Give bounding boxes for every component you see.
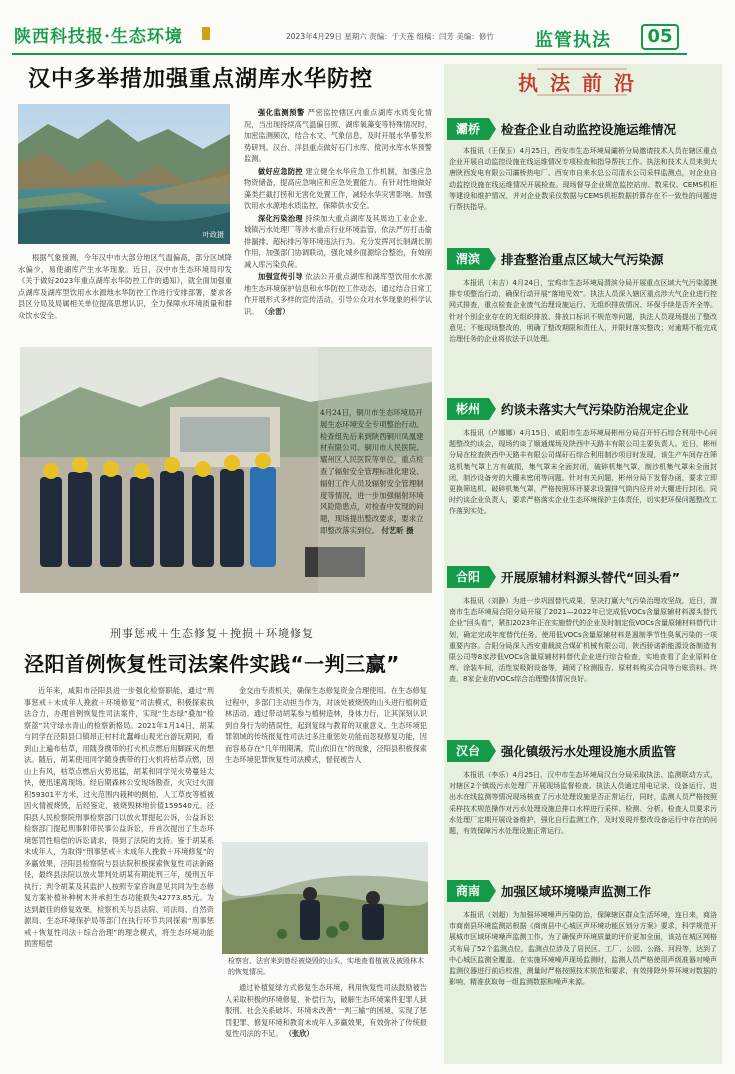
- story1-body: [244, 107, 432, 343]
- brief-body-text: 本报讯（刘超）为加强环境噪声污染防治，保障辖区群众生活环境，连日来，商洛市商南县环境监测站根据《商南县中心城区声环境功能区划分方案》要求，科学规范开展城市区域环境噪声监测工作。为了确保声环境质量的评价更加全面，该站在城区网格式布局了52个监测点位，监测点位涉及了居民区、工厂、公园、公路、河段等，达到了中心城区监测全覆盖。在实施环境噪声现场监测时，监测人员严格使用声级准器对噪声监测仪器进行前后校准，测量时严格按照技术规范和要求，有效排除外界环境对数据的影响，精准获取每一组监测数据和噪声来源。: [449, 911, 717, 987]
- brief-body-text: 本报讯（王保玉）4月25日，西安市生态环境局灞桥分局邀请技术人员在辖区重点企业开展自动监控设施在线运维情况专项检查和指导帮扶工作。执法和技术人员来到大唐陕西发电有限公司灞桥热电厂、西安市自来水总公司清水公司采样监测点，对企业自动监控设施在线运维情况开展检查。现场督导企业规范监控站房、数采仪、CEMS机柜等建设和维护情况，并对企业数采仪数据与CEMS机柜数据折算存在不一致性的问题进行帮扶指导。: [449, 147, 717, 212]
- brief-city-tag: 汉台: [447, 740, 489, 762]
- story1-headline: 汉中多举措加强重点湖库水华防控: [28, 67, 374, 92]
- brief-city-tag: 灞桥: [447, 118, 489, 140]
- reservoir-photo-image: [18, 104, 230, 244]
- brief-city-tag: 商南: [447, 880, 489, 902]
- brief-head-baqiao: [447, 118, 717, 140]
- brief-city-tag: 渭滨: [447, 248, 489, 270]
- inspection-caption-text: 4月24日，铜川市生态环境局开展生态环境安全专项整治行动。检查组先后来到陕西铜川凤凰建材有限公司、铜川市人民医院、耀州区人民医院等单位，重点检查了辐射安全管理标准化建设、辐射工作人员及辐射安全管理制度等情况，进一步加强辐射环境风险隐患点，对检查中发现的问题，现场提出整改要求，要求立即整改落实到位。: [320, 408, 424, 535]
- brief-title: 强化镇级污水处理设施水质监管: [501, 744, 677, 759]
- brief-body-text: 本报讯（卢娜娜）4月15日，咸阳市生态环境局彬州分局召开钎石综合利用中心问题整改约谈会，现场约谈了顺通煤场及陕西中天路丰有限公司主要负责人。近日，彬州分局在检查陕西中天路丰有限公司煤矸石综合利用制沙项目时发现，该生产车间存在筛选机集气罩上方有破损，集气罩未全面封闭，破碎机集气罩、制沙机集气罩未全面封闭，制沙设备旁的大棚未密闭等问题。针对有关问题，彬州分局下发督办函，要求立即更换筛选机、破碎机集气罩，严格按照环评要求设置排气筒内径并对大棚进行封闭。同时约谈企业负责人，要求严格落实企业生态环境保护主体责任，切实把环保问题整改工作落到实处。: [449, 429, 717, 516]
- story2-byline: （张欣）: [284, 1029, 314, 1038]
- story1-p2-text: 建立健全水华应急工作机制，加强应急物资储备，提高应急响应和应急处置能力。有针对性地做好藻类拦截打捞和无害化处置工作，减轻水华灾害影响。加强饮用水水源地水质监控，保障供水安全。: [244, 166, 432, 210]
- story1-para-2: [244, 166, 432, 212]
- story2-kicker: 刑事惩戒＋生态修复＋挽损＋环境修复: [110, 627, 314, 640]
- brief-title: 检查企业自动监控设施运维情况: [501, 122, 677, 137]
- story1-intro-text: 根据气象预测，今年汉中市大部分地区气温偏高，部分区域降水偏少，易使湖库产生水华现象。近日，汉中市生态环境局印发《关于做好2023年重点湖库水华防控工作的通知》，就全面加强重点湖库及湖库型饮用水水源地水华防控工作进行安排部署，要求各县区分局及局属相关单位提高思想认识，全力保障水环境质量和群众饮水安全。: [18, 253, 232, 320]
- brief-body-weibin: [449, 278, 717, 390]
- brief-head-hantai: [447, 740, 717, 762]
- brief-body-baqiao: [449, 146, 717, 242]
- story2-col2b: [225, 982, 427, 1064]
- brief-body-text: 本报讯（李乐）4月25日，汉中市生态环境局汉台分局采取执法、监测联动方式，对辖区2个镇级污水处理厂开展现场监督检查。执法人员通过用电记录、设备运行、进出水在线监测等情况现场核查了污水处理设施是否正常运行，同时，监测人员严格按照采样技术规范操作对污水处理设施总排口水样进行采样、检测、分析。检查人员要求污水处理厂定期开展设备维护，强化自行监测工作，及时发现并整改设备运行中存在的问题，有效保障污水处理设施正常运行。: [449, 771, 717, 836]
- brief-title: 排查整治重点区域大气污染源: [501, 252, 664, 267]
- brief-title: 约谈未落实大气污染防治规定企业: [501, 402, 689, 417]
- photo-credit: 叶政摄: [203, 231, 224, 239]
- inspection-caption-byline: 付艺昕 摄: [381, 525, 414, 535]
- brief-title: 加强区域环境噪声监测工作: [501, 884, 652, 899]
- brief-body-binzhou: [449, 428, 717, 558]
- masthead-rule: [12, 53, 687, 55]
- story2-col1-text: 近年来，咸阳市泾阳县进一步强化检察职能，通过“刑事惩戒＋未成年人挽救＋环境修复”司法模式，积极探索执法合力，办理首例恢复性司法案件，实现“生态绿”叠加“检察蓝”共守绿水青山的检察新格局。2021年1月14日，胡某与同学在泾阳县口镇昂正村村北蠢峰山观光台游玩期间，看到山上遍布枯草，用随身携带的打火机点燃后用脚踩灭的想法。随后，胡某使用同学随身携带的打火机将枯草点燃，因山上有风，枯草点燃后火势迅猛，胡某和同学见火势蔓延太快，便迅速离现场。经后期森林公安现场勘查，火灾过火面积59301平方米，过火范围内栽种的侧柏、人工草皮等植被因火情被烧毁，后经鉴定，被烧毁林地价值159540元。泾阳县人民检察院刑事检察部门以放火罪提起公诉，公益诉讼检察部门提起刑事附带民事公益诉讼，并首次提出了生态环境惩罚性赔偿的诉讼请求，得到了法院的支持。鉴于胡某系未成年人，为取得“刑事惩戒＋未成年人挽救＋环境修复”的多赢效果，泾阳县检察院与县法院积极探索恢复性司法新路径，最终县法院以放火罪判处胡某有期徒刑三年，缓刑五年执行；判令胡某及其监护人按照专家咨询意见共同为生态修复方案补植补种树木并承担生态功能损失42773.85元。为达到最佳的修复效果，检察机关与县法院、司法局、自然资源局、生态环境保护局等部门在执行环节共同探索“刑事惩戒＋恢复性司法＋综合治理”的理念模式，将生态环境功能损害赔偿: [24, 686, 214, 948]
- story2-col2-text: 金交由专责机关，确保生态修复资金合理使用。在生态修复过程中，多部门主动担当作为，对该处被烧毁的山头进行植树造林活动。通过带动胡某参与植树造林，身体力行，让其深刻认识到自身行为的错误性，起到复绿与教育的双重意义。生态环境犯罪领域的传统报复性司法过多注重惩处功能而忽视修复功能，因而容易存在“几年刑期满，荒山依旧在”的现象，泾阳县积极探索生态环境犯罪恢复性司法模式，督促被告人: [225, 686, 427, 764]
- story1-p3-text: 持续加大重点湖库及其周边工业企业、城镇污水处理厂等涉水重点行业环境监管，依法严厉打击偷排漏排、超标排污等环境违法行为。充分发挥河长制湖长制作用，加强部门协调联动，强化城乡面源综合整治，有效削减入库污染负荷。: [244, 213, 432, 269]
- brief-body-heyang: [449, 596, 717, 732]
- inspection-photo: [20, 347, 432, 593]
- masthead: [0, 0, 735, 60]
- story2-col2b-para: [225, 982, 427, 1040]
- replanting-photo-image: [222, 842, 428, 954]
- banner-ring-icon: [537, 68, 627, 96]
- replanting-photo: [222, 842, 428, 954]
- reservoir-photo: [18, 104, 230, 244]
- section-title: 监管执法: [535, 30, 611, 51]
- inspection-caption: [320, 407, 428, 537]
- frontline-banner-text: 执法前沿: [518, 71, 646, 95]
- story1-para-3: [244, 213, 432, 271]
- brief-head-weibin: [447, 248, 717, 270]
- story1-intro: [18, 252, 232, 342]
- brief-body-text: 本报讯（未吉）4月24日，宝鸡市生态环境局渭滨分局开展重点区域大气污染源摸排专项整治行动，确保行动开展“落地见效”。执法人员深入辖区重点涉大气企业进行控网式排查，重点检查企业废气治理设施运行、无组织排放情况、环保手续是否齐全等。针对个别企业存在的无组织排放、排放口标识不规范等问题，执法人员现场提出了整改意见；不能现场整改的，明确了整改期限和责任人，并限时落实整改；对逾期不能完成治理任务的企业将依法予以处理。: [449, 279, 717, 344]
- issue-info: 2023年4月29日 星期六 责编：于天莲 组稿：闫芳 美编：修竹: [286, 32, 494, 41]
- brief-city-tag: 彬州: [447, 398, 489, 420]
- brief-body-hantai: [449, 770, 717, 870]
- frontline-banner: [497, 66, 667, 100]
- story2-col2: [225, 685, 427, 837]
- brief-title: 开展原辅材料源头替代“回头看”: [501, 570, 680, 585]
- brief-head-heyang: [447, 566, 717, 588]
- replanting-caption: 检察官、法官来到曾经被烧毁的山头，实地查看植被及被毁林木的恢复情况。: [228, 957, 424, 976]
- story2-col2b-text: 通过补植复绿方式修复生态环境，利用恢复性司法鼓励被告人采取积极的环境修复、补偿行为，破解生态环境案件犯罪人狱服刑、社会关系破坏、环境未改善“一判三输”的困境，实现了惩罚犯罪、修复环境和教育未成年人多赢效果，有效弥补了传统报复性司法的不足。: [225, 983, 427, 1038]
- story1-p4-text: 依法公开重点湖库和湖库型饮用水水源地生态环境保护信息和水华防控工作动态，通过结合日常工作开展形式多样的宣传活动，引导公众对水华现象的科学认识。: [244, 272, 432, 316]
- newspaper-brand: 陕西科技报·生态环境: [14, 27, 183, 47]
- story2-headline: 泾阳首例恢复性司法案件实践“一判三赢”: [24, 652, 400, 676]
- brief-body-text: 本报讯（刘静）为进一步巩固替代成果，坚决打赢大气污染治理攻坚战，近日，渭南市生态环境局合阳分局开展了2021—2022年已完成低VOCs含量原辅材料源头替代企业“回头看”，紧扣2023年正在实施替代的企业及时制定低VOCs含量原辅材料替代计划，确定完成年度替代任务。使用低VOCs含量原辅材料是遏制季节性臭氧污染的一项重要内容。合阳分局深入西安重载波合煤矿机械有限公司，陕西骄诺新能源设备制造有限公司等8家涉低VOCs含量原辅材料替代企业进行综合检查，实地查看了企业原料仓库、涂装车间，活性炭吸附设备等，调阅了检测报告、原材料购买合同等台账资料。终查，8家企业的VOCs综合治理整体情况良好。: [449, 597, 717, 684]
- brief-head-shangnan: [447, 880, 717, 902]
- story2-col1: [24, 685, 214, 1063]
- story1-p2-lead: 做好应急防控: [258, 166, 303, 176]
- story1-p4-lead: 加强宣传引导: [258, 272, 303, 281]
- story1-para-1: [244, 107, 432, 165]
- brief-body-shangnan: [449, 910, 717, 1062]
- page-number: 05: [641, 24, 679, 50]
- brand-tag-icon: [202, 27, 210, 40]
- story1-p1-lead: 强化监测预警: [258, 108, 305, 117]
- story1-p1-text: 严密监控辖区内重点湖库水质变化情况，当出现持续高气温偏日照、湖库氧藻变等特殊情况时，加密监测频次，结合水文、气象信息，及时开展水华暴发形势研判。汉台、洋县重点做好石门水库、傥河水库水华预警监测。: [244, 108, 432, 163]
- story1-p3-lead: 深化污染治理: [258, 213, 303, 223]
- story1-byline: （余雷）: [260, 306, 290, 316]
- brief-head-binzhou: [447, 398, 717, 420]
- story1-para-4: [244, 271, 432, 317]
- brief-city-tag: 合阳: [447, 566, 489, 588]
